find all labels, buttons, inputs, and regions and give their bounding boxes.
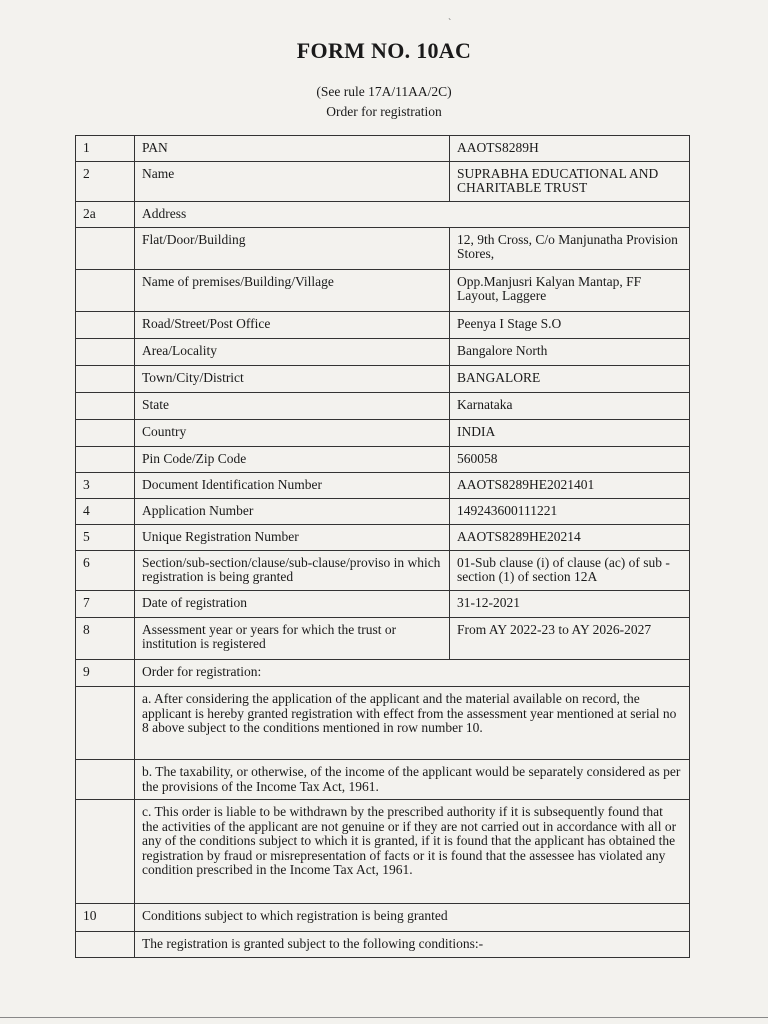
field-label: Name of premises/Building/Village: [135, 270, 450, 312]
field-value: Karnataka: [450, 393, 690, 420]
field-label: Assessment year or years for which the trust or institution is registered: [135, 618, 450, 660]
serial-number: 8: [76, 618, 135, 660]
table-row: [76, 800, 690, 904]
table-row: [76, 366, 690, 393]
table-row: [76, 447, 690, 473]
field-value: 31-12-2021: [450, 591, 690, 618]
field-label: Area/Locality: [135, 339, 450, 366]
table-row: [76, 687, 690, 760]
table-row: [76, 932, 690, 958]
rule-reference: (See rule 17A/11AA/2C): [316, 84, 452, 99]
field-value: AAOTS8289HE20214: [450, 525, 690, 551]
field-label: Flat/Door/Building: [135, 228, 450, 270]
serial-number: 3: [76, 473, 135, 499]
serial-number: 6: [76, 551, 135, 591]
field-label: Document Identification Number: [135, 473, 450, 499]
table-row: [76, 162, 690, 202]
field-value: BANGALORE: [450, 366, 690, 393]
field-label: Country: [135, 420, 450, 447]
field-value: 01-Sub clause (i) of clause (ac) of sub -section (1) of section 12A: [450, 551, 690, 591]
field-label: Pin Code/Zip Code: [135, 447, 450, 473]
field-value: Bangalore North: [450, 339, 690, 366]
field-label: Unique Registration Number: [135, 525, 450, 551]
serial-number: 10: [76, 904, 135, 932]
field-value: 149243600111221: [450, 499, 690, 525]
field-label: Town/City/District: [135, 366, 450, 393]
field-label: Application Number: [135, 499, 450, 525]
table-row: [76, 420, 690, 447]
table-row: [76, 525, 690, 551]
table-row: [76, 202, 690, 228]
field-value: AAOTS8289HE2021401: [450, 473, 690, 499]
field-value: 12, 9th Cross, C/o Manjunatha Provision Stores,: [450, 228, 690, 270]
order-paragraph-a: a. After considering the application of the applicant and the material available on record, the applicant is hereby granted registration with effect from the assessment year mentioned at serial no 8 above subject to the conditions mentioned in row number 10.: [135, 687, 690, 760]
table-row: [76, 551, 690, 591]
table-row: [76, 228, 690, 270]
table-row: [76, 760, 690, 800]
table-row: [76, 136, 690, 162]
table-row: [76, 339, 690, 366]
serial-number: 5: [76, 525, 135, 551]
field-value: SUPRABHA EDUCATIONAL AND CHARITABLE TRUST: [450, 162, 690, 202]
table-row: [76, 312, 690, 339]
table-row: [76, 473, 690, 499]
serial-number: 7: [76, 591, 135, 618]
field-value: INDIA: [450, 420, 690, 447]
field-value: Opp.Manjusri Kalyan Mantap, FF Layout, Laggere: [450, 270, 690, 312]
table-row: [76, 660, 690, 687]
field-label: Name: [135, 162, 450, 202]
field-value: AAOTS8289H: [450, 136, 690, 162]
serial-number: 4: [76, 499, 135, 525]
form-title: FORM NO. 10AC: [296, 38, 472, 63]
section-heading: Order for registration:: [135, 660, 690, 687]
field-value: 560058: [450, 447, 690, 473]
field-label: PAN: [135, 136, 450, 162]
form-subtitle-block: [0, 82, 768, 122]
field-label: Date of registration: [135, 591, 450, 618]
order-subtitle: Order for registration: [326, 104, 442, 119]
registration-table: [75, 135, 690, 958]
field-label: Road/Street/Post Office: [135, 312, 450, 339]
field-value: From AY 2022-23 to AY 2026-2027: [450, 618, 690, 660]
serial-number: 9: [76, 660, 135, 687]
table-row: [76, 270, 690, 312]
page-edge-line: [0, 1017, 768, 1018]
table-row: [76, 591, 690, 618]
order-paragraph-c: c. This order is liable to be withdrawn by the prescribed authority if it is subsequently found that the activities of the applicant are not genuine or if they are not carried out in accordance with all or any of the conditions subject to which it is granted, if it is found that the applicant has obtained the registration by fraud or misrepresentation of facts or it is found that the assessee has violated any condition prescribed in the Income Tax Act, 1961.: [135, 800, 690, 904]
field-value: Peenya I Stage S.O: [450, 312, 690, 339]
scan-mark: `: [448, 18, 452, 29]
table-row: [76, 499, 690, 525]
field-label: State: [135, 393, 450, 420]
serial-number: 1: [76, 136, 135, 162]
section-heading: Address: [135, 202, 690, 228]
section-heading: Conditions subject to which registration is being granted: [135, 904, 690, 932]
conditions-intro: The registration is granted subject to the following conditions:-: [135, 932, 690, 958]
field-label: Section/sub-section/clause/sub-clause/proviso in which registration is being granted: [135, 551, 450, 591]
serial-number: 2: [76, 162, 135, 202]
table-row: [76, 904, 690, 932]
table-row: [76, 393, 690, 420]
order-paragraph-b: b. The taxability, or otherwise, of the income of the applicant would be separately considered as per the provisions of the Income Tax Act, 1961.: [135, 760, 690, 800]
table-row: [76, 618, 690, 660]
serial-number: 2a: [76, 202, 135, 228]
